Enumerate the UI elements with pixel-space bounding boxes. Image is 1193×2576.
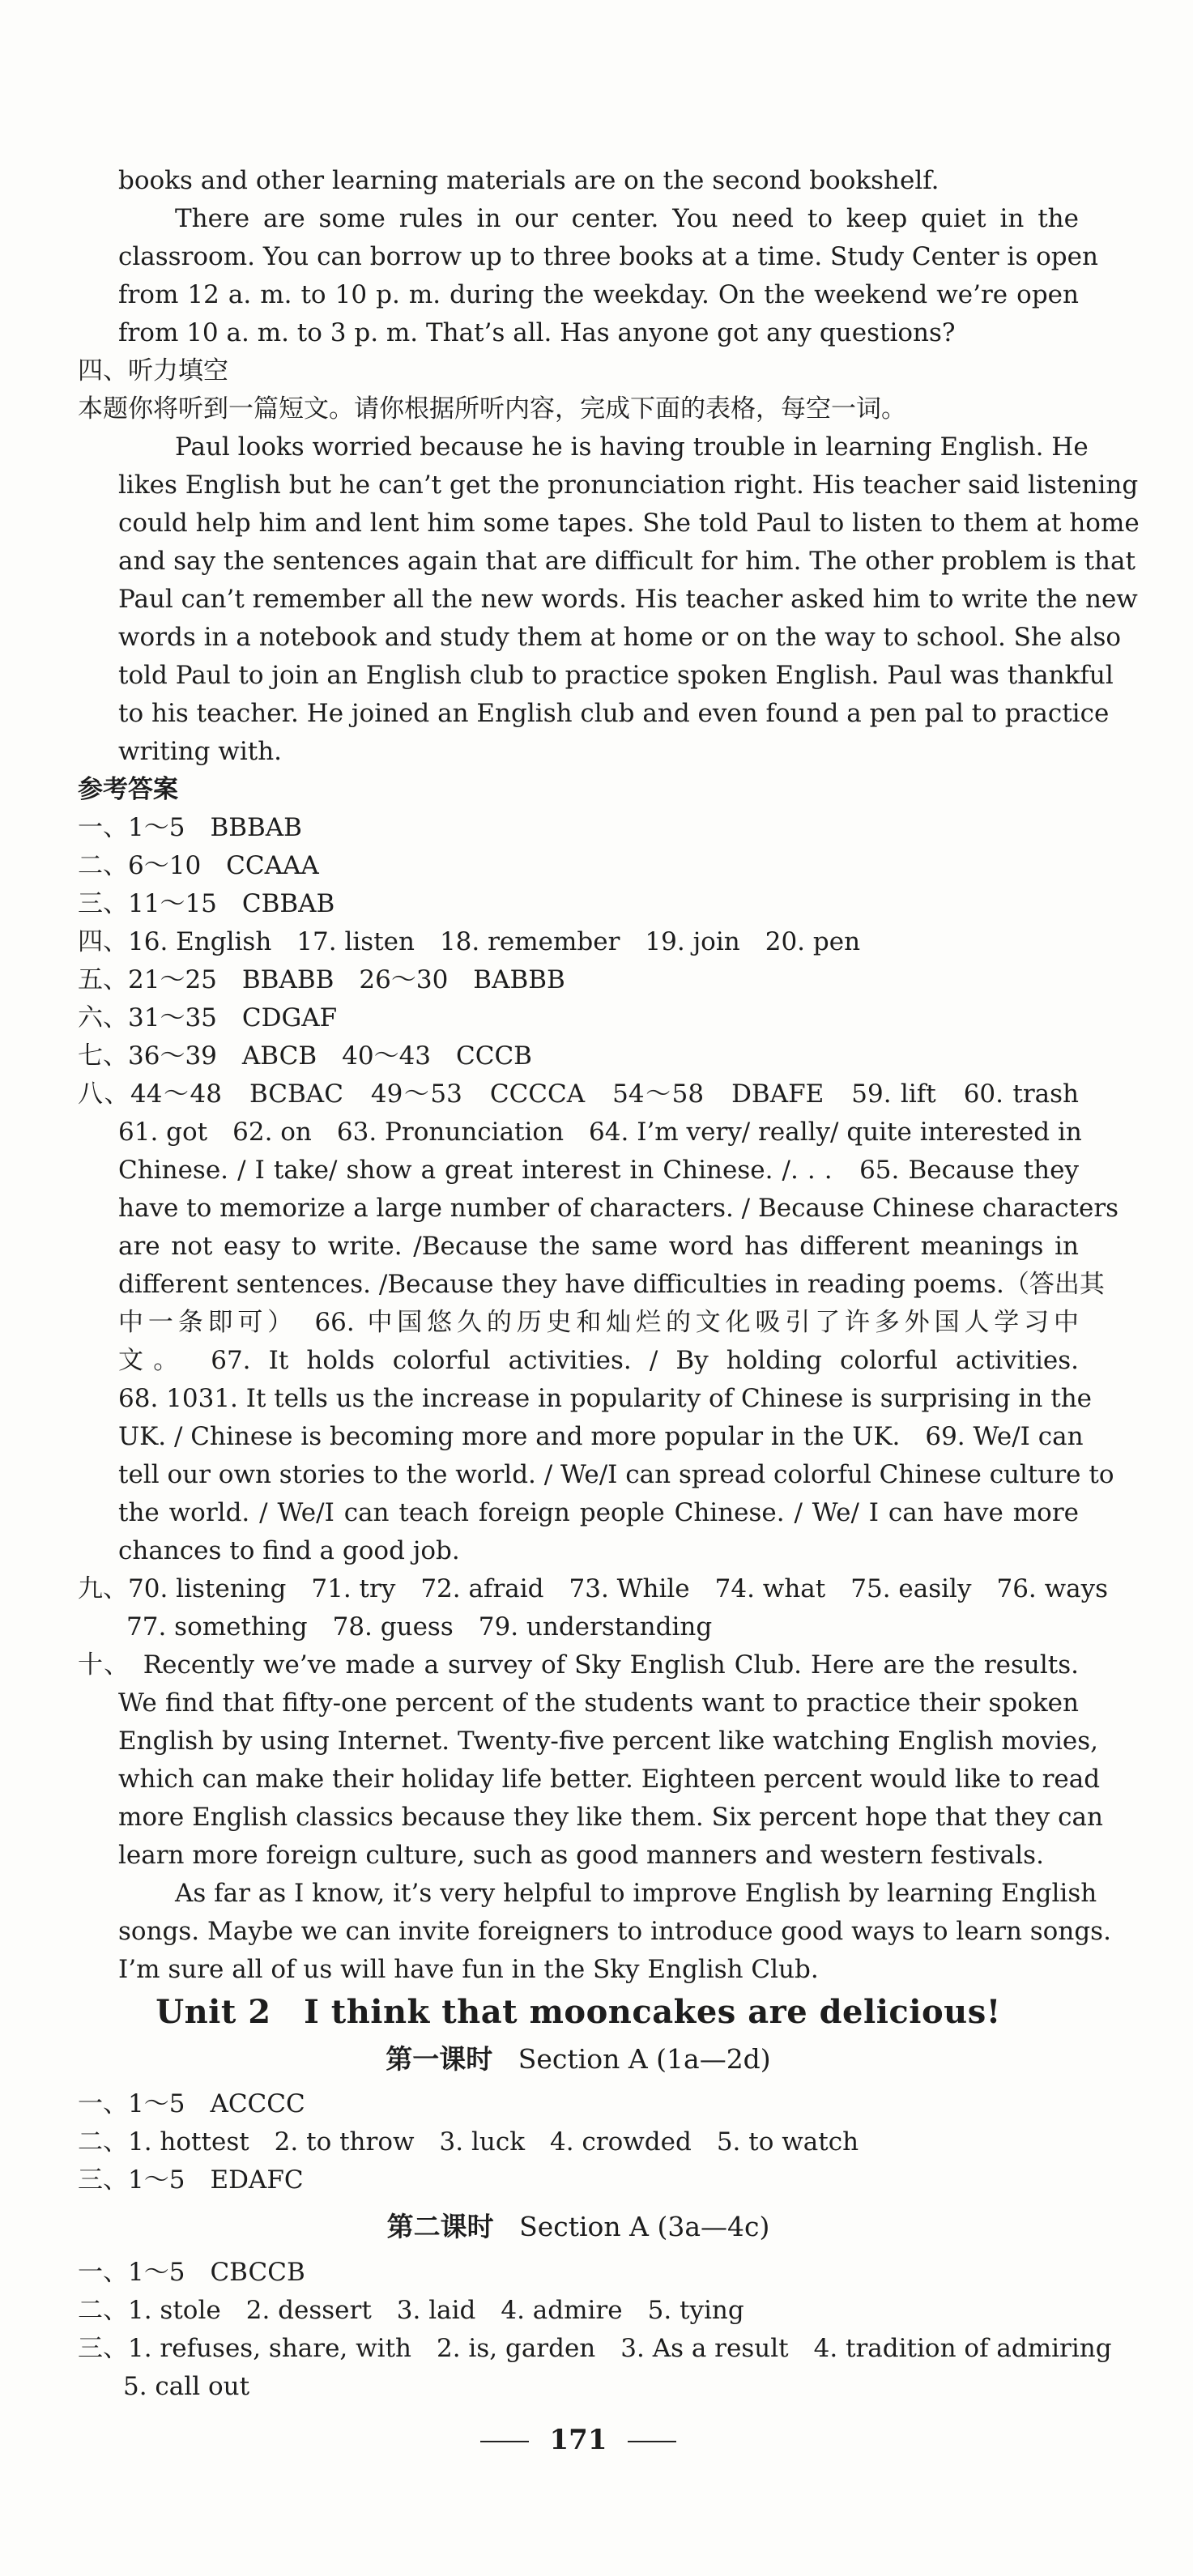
answer-line: 二、1. stole 2. dessert 3. laid 4. admire 5. tying <box>78 2296 744 2325</box>
passage-line: could help him and lent him some tapes. She told Paul to listen to them at home <box>118 509 1140 538</box>
answer-line: 77. something 78. guess 79. understanding <box>126 1612 713 1641</box>
text-line: There are some rules in our center. You need to keep quiet in the <box>175 204 1079 233</box>
answer-line: 一、1～5 BBBAB <box>78 813 302 842</box>
answer-line: 68. 1031. It tells us the increase in popularity of Chinese is surprising in the <box>118 1384 1093 1413</box>
passage-line: Paul looks worried because he is having trouble in learning English. He <box>175 432 1089 462</box>
passage-line: Paul can’t remember all the new words. His teacher asked him to write the new <box>118 585 1138 614</box>
answer-line: Chinese. / I take/ show a great interest in Chinese. /. . . 65. Because they <box>118 1156 1079 1185</box>
answer-line: English by using Internet. Twenty-five percent like watching English movies, <box>118 1727 1098 1756</box>
answer-line: have to memorize a large number of characters. / Because Chinese characters <box>118 1194 1119 1223</box>
answer-line: 二、1. hottest 2. to throw 3. luck 4. crowded 5. to watch <box>78 2127 859 2157</box>
answer-line: 三、11～15 CBBAB <box>78 889 335 918</box>
answer-line: 一、1～5 CBCCB <box>78 2258 305 2287</box>
lesson-section: Section A (1a—2d) <box>518 2043 771 2075</box>
answer-line: 八、44～48 BCBAC 49～53 CCCCA 54～58 DBAFE 59. lift 60. trash <box>78 1079 1079 1109</box>
answer-line: chances to find a good job. <box>118 1536 460 1565</box>
answer-line: As far as I know, it’s very helpful to improve English by learning English <box>175 1879 1097 1908</box>
lesson-label: 第一课时 <box>386 2043 493 2075</box>
page-footer <box>78 2421 1079 2459</box>
answer-line: more English classics because they like them. Six percent hope that they can <box>118 1803 1103 1832</box>
footer-dash <box>480 2441 529 2442</box>
answer-line: 三、1. refuses, share, with 2. is, garden 3. As a result 4. tradition of admiring <box>78 2334 1112 2363</box>
answer-line: are not easy to write. /Because the same word has different meanings in <box>118 1232 1079 1261</box>
answer-line: 61. got 62. on 63. Pronunciation 64. I’m very/ really/ quite interested in <box>118 1118 1082 1147</box>
answer-line: 七、36～39 ABCB 40～43 CCCB <box>78 1041 532 1071</box>
text-line: from 10 a. m. to 3 p. m. That’s all. Has anyone got any questions? <box>118 318 956 347</box>
passage-line: and say the sentences again that are difficult for him. The other problem is that <box>118 547 1135 576</box>
answer-line: 5. call out <box>123 2372 250 2401</box>
passage-line: told Paul to join an English club to practice spoken English. Paul was thankful <box>118 661 1114 690</box>
passage-line: likes English but he can’t get the pronunciation right. His teacher said listening <box>118 470 1139 500</box>
answer-line: I’m sure all of us will have fun in the Sky English Club. <box>118 1955 819 1984</box>
answer-line: 四、16. English 17. listen 18. remember 19. join 20. pen <box>78 927 861 956</box>
unit-title: Unit 2 I think that mooncakes are delicious! <box>156 1993 1001 2031</box>
answer-line: which can make their holiday life better. Eighteen percent would like to read <box>118 1765 1101 1794</box>
answer-line: UK. / Chinese is becoming more and more popular in the UK. 69. We/I can <box>118 1422 1084 1451</box>
answer-line: learn more foreign culture, such as good manners and western festivals. <box>118 1841 1044 1870</box>
passage-line: words in a notebook and study them at home or on the way to school. She also <box>118 623 1122 652</box>
passage-line: to his teacher. He joined an English club and even found a pen pal to practice <box>118 699 1110 728</box>
answer-line: 文。 67. It holds colorful activities. / By holding colorful activities. <box>118 1346 1079 1375</box>
answer-line: different sentences. /Because they have difficulties in reading poems.（答出其 <box>118 1270 1105 1299</box>
answer-line: 一、1～5 ACCCC <box>78 2089 305 2118</box>
answer-line: We find that fifty-one percent of the students want to practice their spoken <box>118 1688 1079 1718</box>
answer-line: 六、31～35 CDGAF <box>78 1003 338 1033</box>
answer-line: tell our own stories to the world. / We/I can spread colorful Chinese culture to <box>118 1460 1114 1489</box>
text-line: classroom. You can borrow up to three books at a time. Study Center is open <box>118 242 1098 271</box>
answer-line: songs. Maybe we can invite foreigners to introduce good ways to learn songs. <box>118 1917 1111 1946</box>
passage-line: writing with. <box>118 737 283 766</box>
page-number: 171 <box>549 2424 607 2456</box>
answer-line: 十、 Recently we’ve made a survey of Sky English Club. Here are the results. <box>78 1650 1079 1680</box>
answer-line: 五、21～25 BBABB 26～30 BABBB <box>78 965 565 994</box>
footer-dash <box>628 2441 676 2442</box>
text-line: books and other learning materials are on the second bookshelf. <box>118 166 939 195</box>
section-heading: 四、听力填空 <box>78 356 228 385</box>
lesson-section: Section A (3a—4c) <box>519 2211 770 2242</box>
lesson-heading <box>78 2041 1079 2078</box>
lesson-label: 第二课时 <box>386 2211 494 2242</box>
answer-line: 九、70. listening 71. try 72. afraid 73. While 74. what 75. easily 76. ways <box>78 1574 1109 1603</box>
answers-heading: 参考答案 <box>78 775 178 804</box>
answer-line: the world. / We/I can teach foreign people Chinese. / We/ I can have more <box>118 1498 1079 1527</box>
answer-line: 三、1～5 EDAFC <box>78 2165 304 2195</box>
text-line: from 12 a. m. to 10 p. m. during the weekday. On the weekend we’re open <box>118 280 1079 309</box>
answer-line: 二、6～10 CCAAA <box>78 851 319 880</box>
lesson-heading <box>78 2208 1079 2246</box>
answer-line: 中一条即可） 66. 中国悠久的历史和灿烂的文化吸引了许多外国人学习中 <box>118 1308 1079 1337</box>
section-instruction: 本题你将听到一篇短文。请你根据所听内容，完成下面的表格，每空一词。 <box>78 394 906 424</box>
